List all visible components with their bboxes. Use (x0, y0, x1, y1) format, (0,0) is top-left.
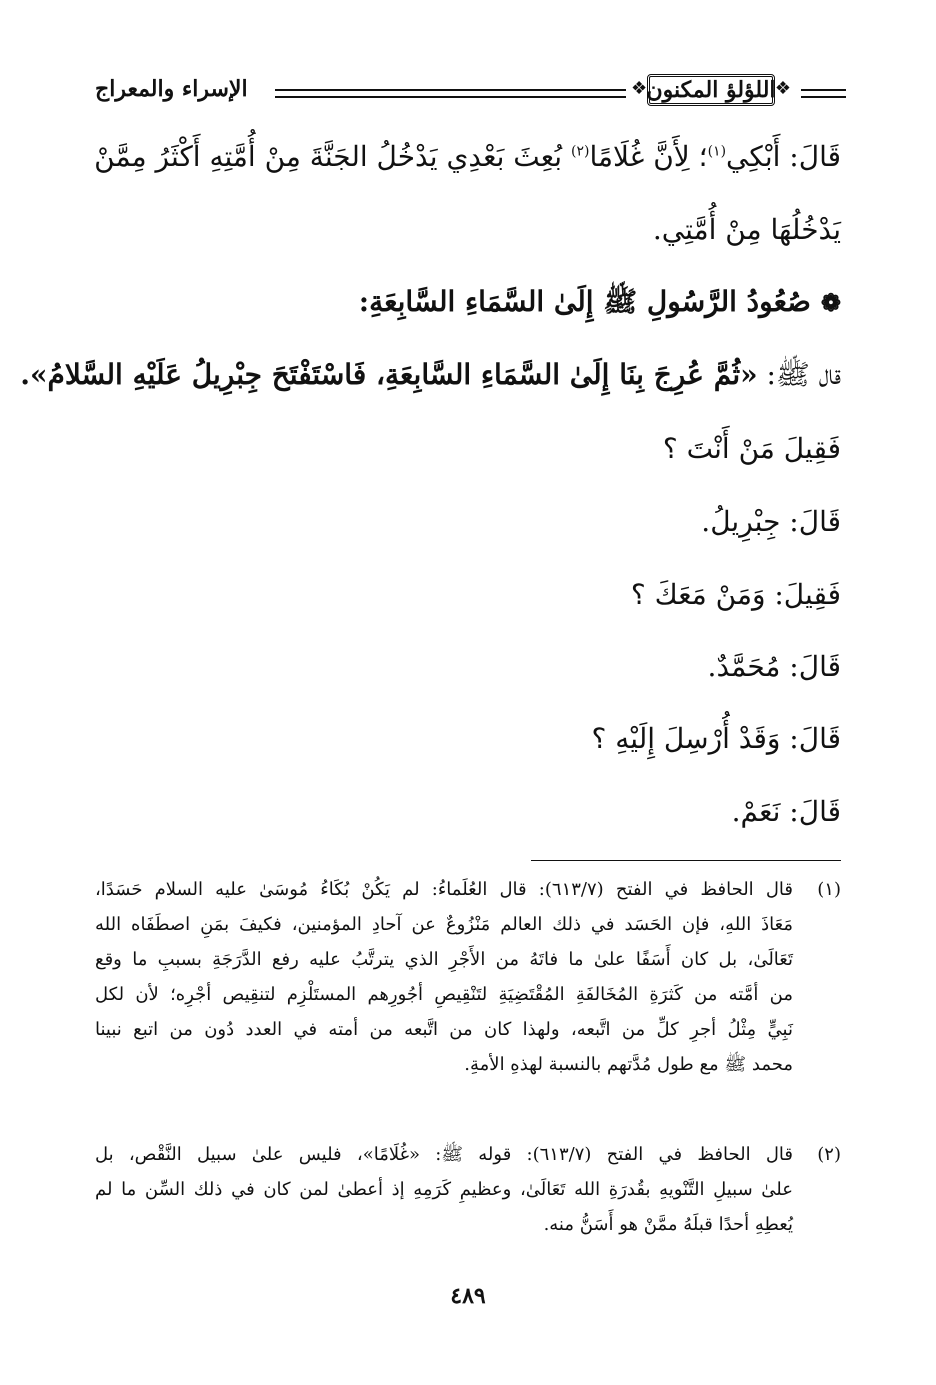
section-icon: ❁ (820, 288, 841, 317)
book-title: اللؤلؤ المكنون (646, 77, 776, 103)
footnote-number: (٢) (817, 1144, 841, 1165)
header-rule-right (801, 89, 846, 98)
text-span: ؛ لِأَنَّ غُلَامًا (589, 140, 708, 173)
hadith-quote: «ثُمَّ عُرِجَ بِنَا إِلَىٰ السَّمَاءِ السَّابِعَةِ، فَاسْتَفْتَحَ جِبْرِيلُ عَلَيْهِ السَّلامُ». (20, 358, 758, 391)
footnote-ref[interactable]: (٢) (570, 143, 590, 160)
footnote-text (95, 1137, 793, 1242)
dialogue-line: قَالَ: جِبْرِيلُ. (701, 505, 841, 538)
ornament-icon: ❖ (774, 78, 791, 99)
dialogue-line: قَالَ: وَقَدْ أُرْسِلَ إِلَيْهِ ؟ (591, 722, 841, 755)
footnote-line: من أمَّته من كَثرَةِ المُخَالفَةِ المُقْتَضِيَةِ لتَنْقِيصِ أجُورِهم المستَلْزِم لتنقِيص أجْرِه؛ لأن لكل (95, 984, 793, 1005)
text-line (95, 140, 841, 174)
footnote-line: قال الحافظ في الفتح (٦١٣/٧): قال العُلَماءُ: لم يَكُنْ بُكَاءُ مُوسَىٰ عليه السلام حَسَدًا، (95, 879, 793, 900)
quote-prefix: قال ﷺ: (757, 358, 841, 391)
footnote (95, 872, 841, 1082)
footnote-text (95, 872, 793, 1082)
footnote-ref[interactable]: (١) (707, 143, 727, 160)
page-number: ٤٨٩ (450, 1283, 486, 1309)
dialogue-line: قَالَ: مُحَمَّدٌ. (707, 650, 841, 683)
footnote-number: (١) (817, 879, 841, 900)
dialogue-line: فَقِيلَ مَنْ أَنْتَ ؟ (662, 432, 841, 465)
dialogue-line: فَقِيلَ: وَمَنْ مَعَكَ ؟ (630, 578, 841, 611)
footnote-line: قال الحافظ في الفتح (٦١٣/٧): قوله ﷺ: «غُلَامًا»، فليس علىٰ سبيل النَّقْص، بل (95, 1144, 794, 1165)
page-header (95, 62, 846, 122)
footnote-line: تَعَالَىٰ، بل كان أَسَفًا علىٰ ما فاتَهُ من الأَجْرِ الذي يترتَّبُ عليه رفع الدَّرَجَةِ بسببِ ما وقع (95, 949, 793, 970)
chapter-title: الإسراء والمعراج (95, 76, 248, 102)
footnote-separator (531, 860, 841, 861)
footnote (95, 1137, 841, 1242)
section-heading (95, 285, 841, 319)
header-title-frame (631, 62, 791, 118)
footnote-line: علىٰ سبيلِ التَّنْويهِ بقُدرَةِ الله تَعَالَىٰ، وعظيمِ كَرَمِهِ إذ أعطىٰ لمن كان في ذلك السِّن ما لم (95, 1179, 793, 1200)
text-span: قَالَ: أَبْكِي (726, 140, 841, 173)
quote-line (20, 358, 841, 392)
footnote-line: يُعطِهِ أحدًا قبلَهُ ممَّنْ هو أَسَنُّ منه. (543, 1214, 793, 1235)
ornament-icon: ❖ (631, 78, 648, 99)
footnote-line: نَبِيٍّ مِثْلُ أجرِ كلِّ من اتَّبعه، ولهذا كان من اتَّبعه من أمته في العدد دُون من اتبع نبينا (95, 1019, 793, 1040)
text-line: يَدْخُلُهَا مِنْ أُمَّتِي. (652, 213, 841, 246)
text-span: بُعِثَ بَعْدِي يَدْخُلُ الجَنَّةَ مِنْ أُمَّتِهِ أَكْثَرُ مِمَّنْ (94, 140, 571, 173)
header-rule-middle (275, 89, 626, 98)
footnote-line: مَعَاذَ اللهِ، فإن الحَسَد في ذلك العالم مَنْزُوعٌ عن آحادِ المؤمنين، فكيفَ بمَنِ اصطَفَاه الله (95, 914, 793, 935)
heading-text: صُعُودُ الرَّسُولِ ﷺ إِلَىٰ السَّمَاءِ السَّابِعَةِ: (358, 285, 811, 318)
dialogue-line: قَالَ: نَعَمْ. (731, 795, 841, 828)
footnote-line: محمد ﷺ مع طول مُدَّتهم بالنسبة لهذهِ الأمةِ. (464, 1054, 793, 1075)
